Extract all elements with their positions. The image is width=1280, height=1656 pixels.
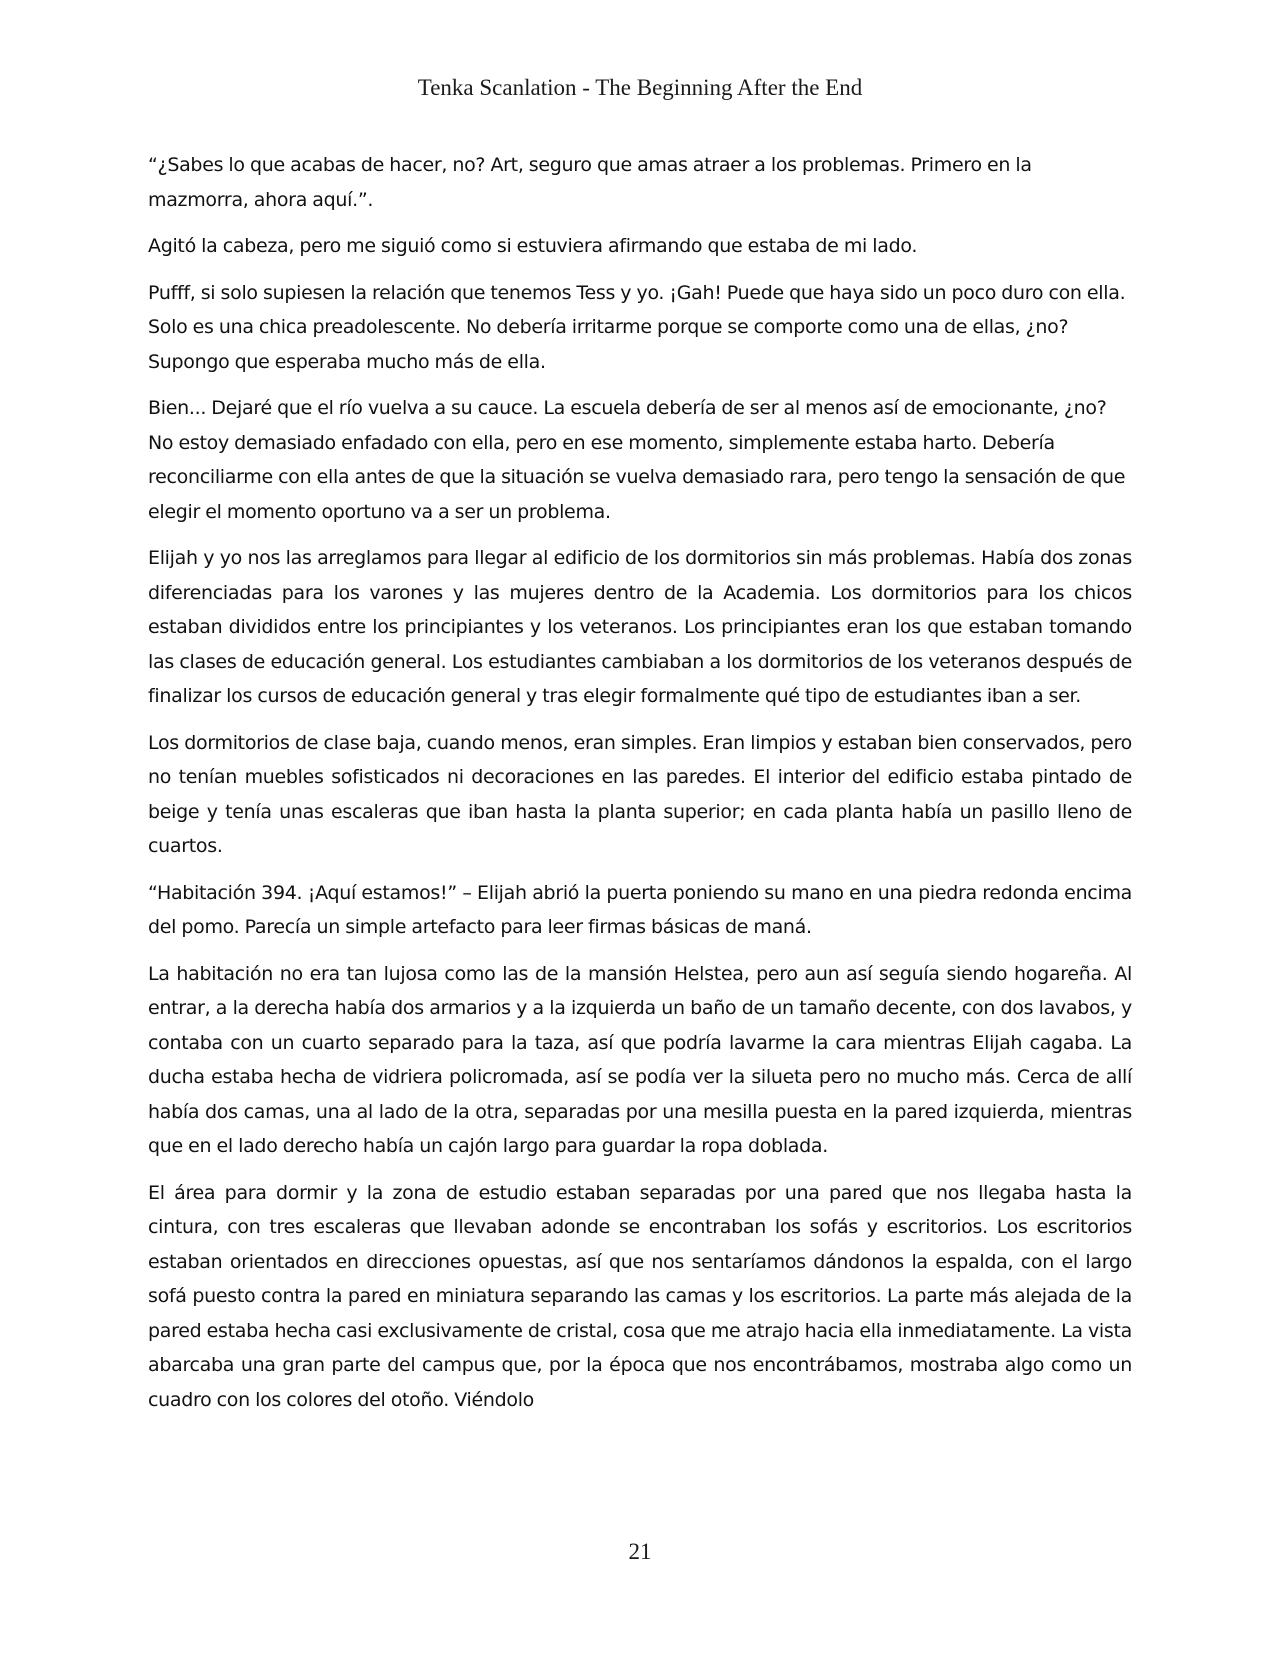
page-body <box>148 148 1132 1429</box>
page-number: 21 <box>628 1539 652 1564</box>
paragraph: La habitación no era tan lujosa como las de la mansión Helstea, pero aun así seguía siendo hogareña. Al entrar, a la derecha había dos armarios y a la izquierda un baño de un tamaño decente, con dos lavabos, y contaba con un cuarto separado para la taza, así que podría lavarme la cara mientras Elijah cagaba. La ducha estaba hecha de vidriera policromada, así se podía ver la silueta pero no mucho más. Cerca de allí había dos camas, una al lado de la otra, separadas por una mesilla puesta en la pared izquierda, mientras que en el lado derecho había un cajón largo para guardar la ropa doblada. <box>148 962 1132 1157</box>
page-header-title: Tenka Scanlation - The Beginning After the End <box>417 75 863 100</box>
paragraph: Bien... Dejaré que el río vuelva a su cauce. La escuela debería de ser al menos así de emocionante, ¿no? No estoy demasiado enfadado con ella, pero en ese momento, simplemente estaba harto. Debería reconciliarme con ella antes de que la situación se vuelva demasiado rara, pero tengo la sensación de que elegir el momento oportuno va a ser un problema. <box>148 397 1126 523</box>
paragraph: Pufff, si solo supiesen la relación que tenemos Tess y yo. ¡Gah! Puede que haya sido un poco duro con ella. Solo es una chica preadolescente. No debería irritarme porque se comporte como una de ellas, ¿no? Supongo que esperaba mucho más de ella. <box>148 281 1126 373</box>
paragraph: Los dormitorios de clase baja, cuando menos, eran simples. Eran limpios y estaban bien conservados, pero no tenían muebles sofisticados ni decoraciones en las paredes. El interior del edificio estaba pintado de beige y tenía unas escaleras que iban hasta la planta superior; en cada planta había un pasillo lleno de cuartos. <box>148 731 1132 857</box>
paragraph: El área para dormir y la zona de estudio estaban separadas por una pared que nos llegaba hasta la cintura, con tres escaleras que llevaban adonde se encontraban los sofás y escritorios. Los escritorios estaban orientados en direcciones opuestas, así que nos sentaríamos dándonos la espalda, con el largo sofá puesto contra la pared en miniatura separando las camas y los escritorios. La parte más alejada de la pared estaba hecha casi exclusivamente de cristal, cosa que me atrajo hacia ella inmediatamente. La vista abarcaba una gran parte del campus que, por la época que nos encontrábamos, mostraba algo como un cuadro con los colores del otoño. Viéndolo <box>148 1181 1132 1411</box>
paragraph: Elijah y yo nos las arreglamos para llegar al edificio de los dormitorios sin más problemas. Había dos zonas diferenciadas para los varones y las mujeres dentro de la Academia. Los dormitorios para los chicos estaban divididos entre los principiantes y los veteranos. Los principiantes eran los que estaban tomando las clases de educación general. Los estudiantes cambiaban a los dormitorios de los veteranos después de finalizar los cursos de educación general y tras elegir formalmente qué tipo de estudiantes iban a ser. <box>148 547 1132 707</box>
paragraph: “¿Sabes lo que acabas de hacer, no? Art, seguro que amas atraer a los problemas. Primero en la mazmorra, ahora aquí.”. <box>148 154 1032 211</box>
paragraph: “Habitación 394. ¡Aquí estamos!” – Elijah abrió la puerta poniendo su mano en una piedra redonda encima del pomo. Parecía un simple artefacto para leer firmas básicas de maná. <box>148 881 1132 938</box>
paragraph: Agitó la cabeza, pero me siguió como si estuviera afirmando que estaba de mi lado. <box>148 235 918 257</box>
